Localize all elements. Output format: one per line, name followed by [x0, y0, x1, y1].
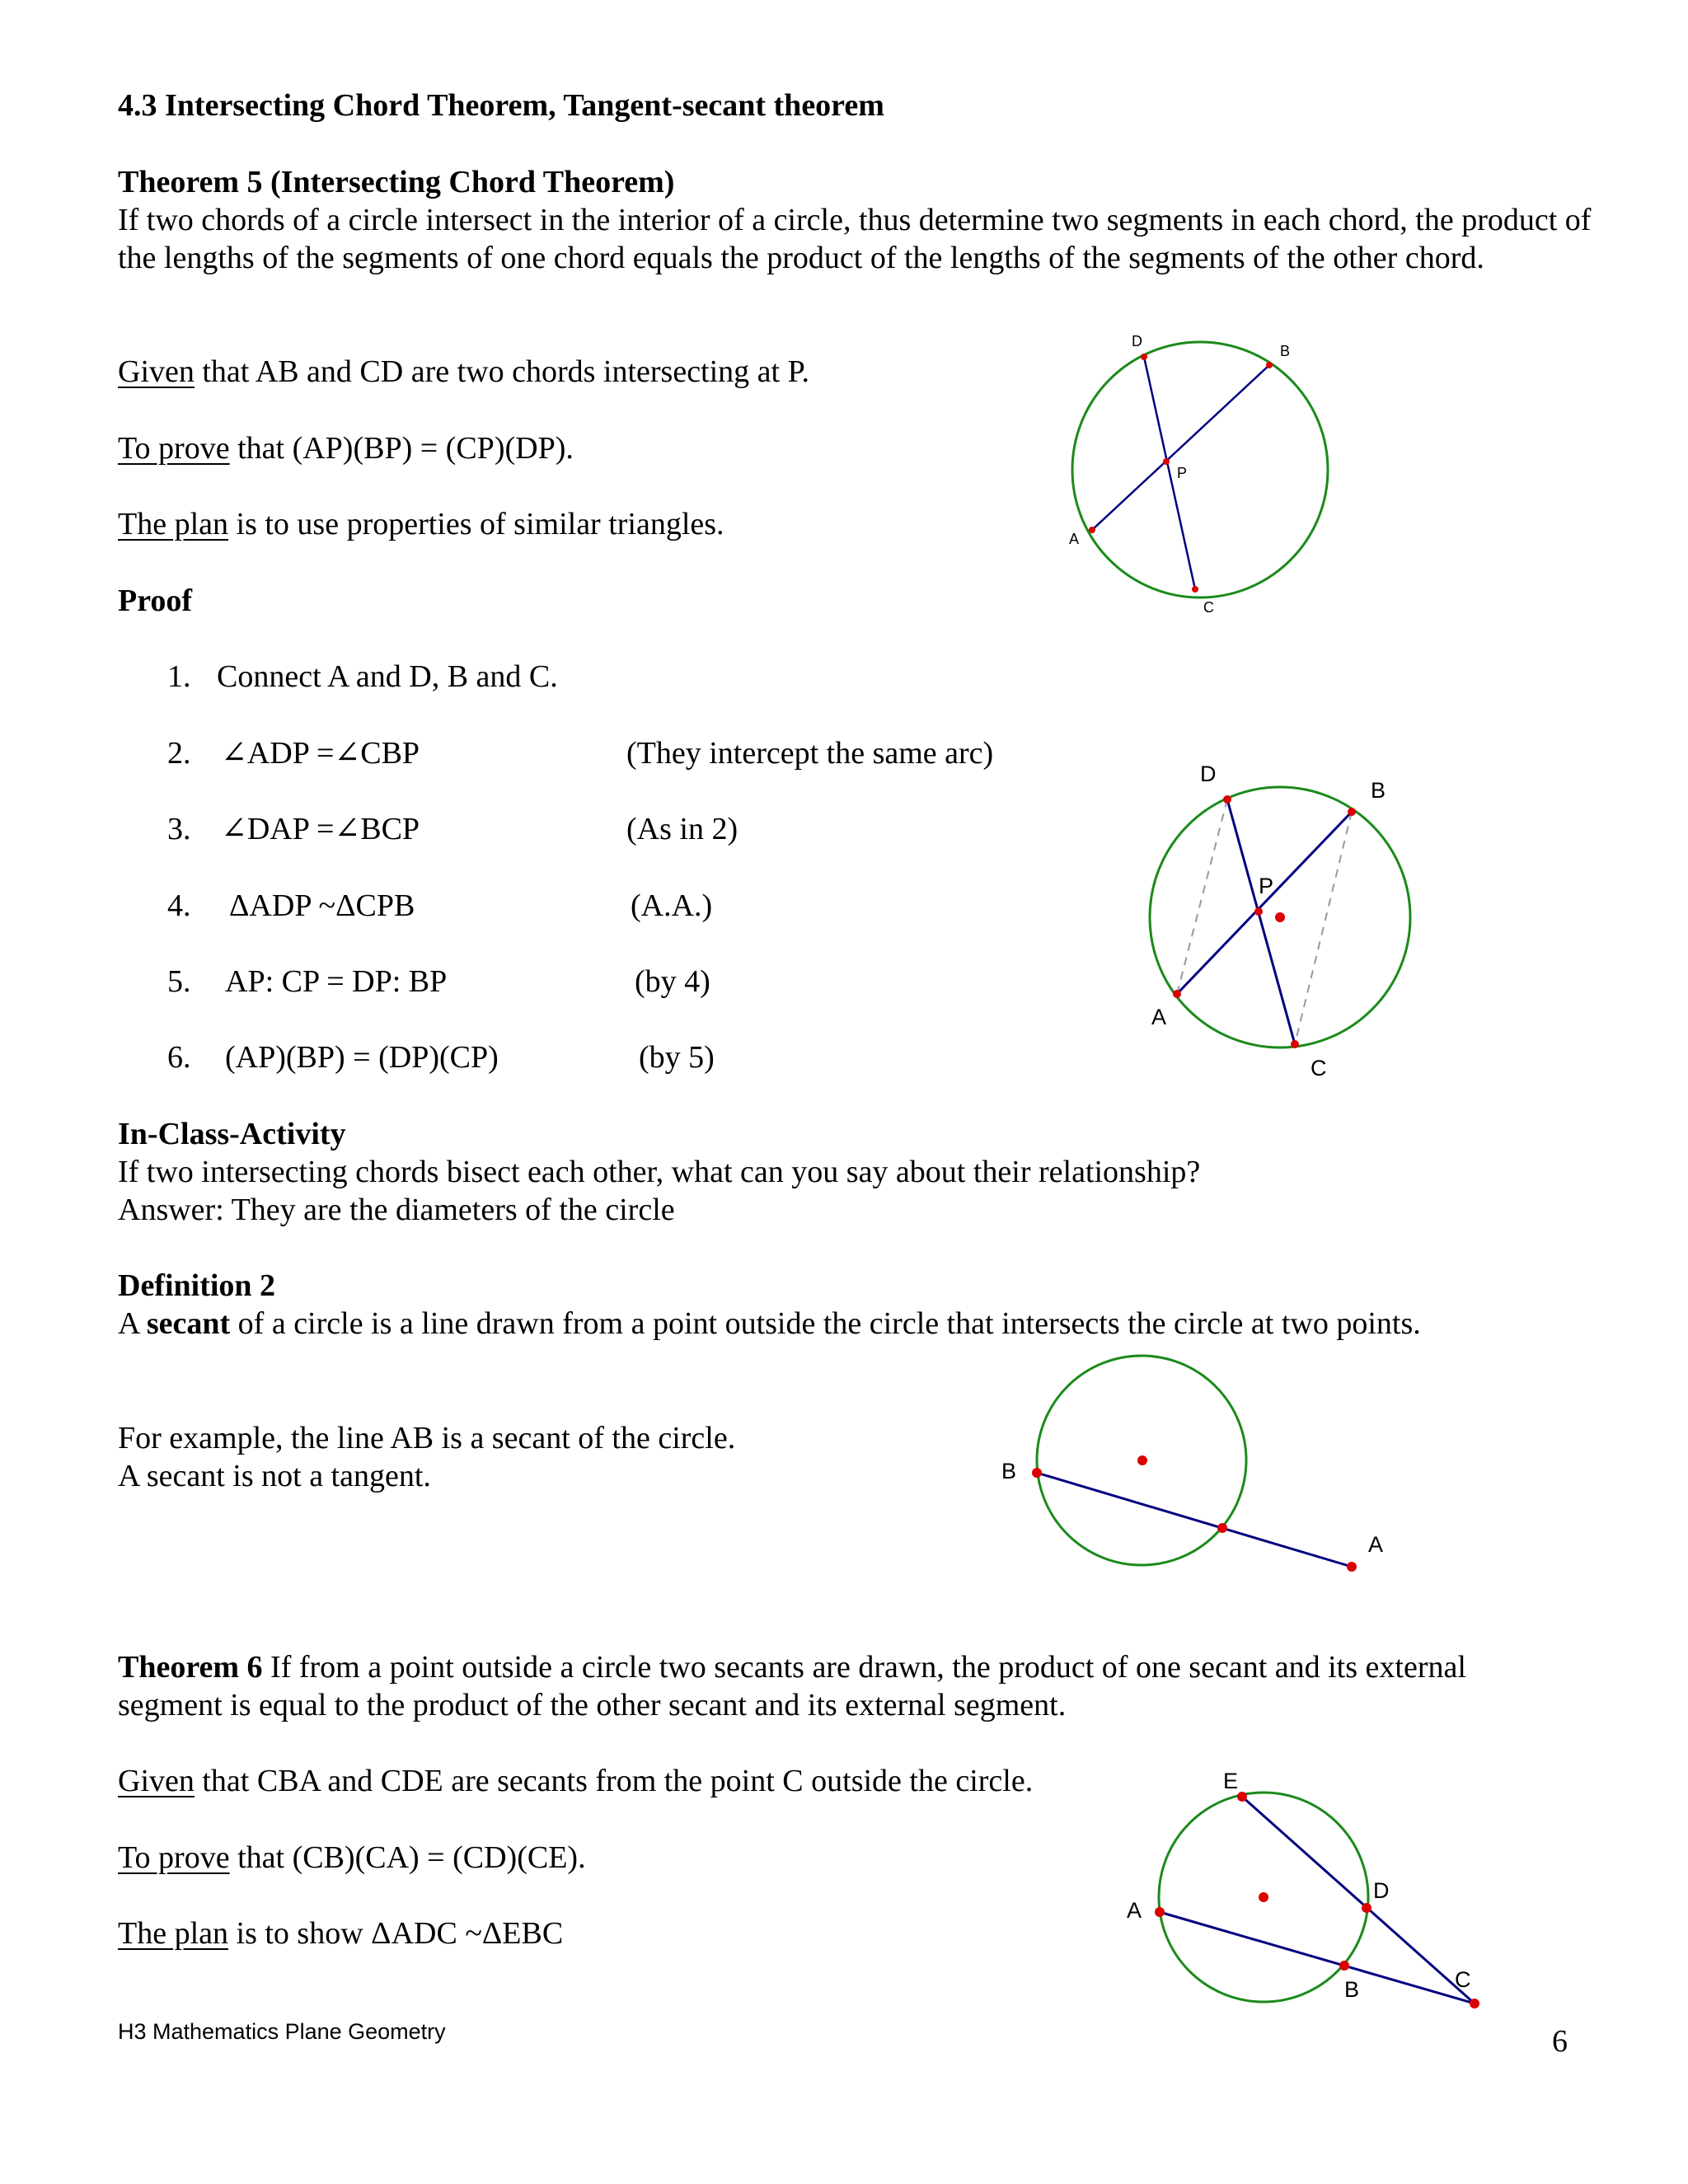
proof-step-statement: Connect A and D, B and C.: [217, 659, 558, 694]
given-text: that CBA and CDE are secants from the point C outside the circle.: [194, 1764, 1034, 1798]
secant-ca: [1160, 1912, 1475, 2004]
theorem5-title: Theorem 5 (Intersecting Chord Theorem): [118, 165, 675, 199]
theorem6-text-line1: If from a point outside a circle two secants are drawn, the product of one secant and its external: [262, 1650, 1466, 1685]
label-a: A: [1368, 1532, 1384, 1557]
proof-step-num: 1.: [167, 659, 191, 694]
plan-text: is to use properties of similar triangles.: [228, 507, 724, 541]
given-label: Given: [118, 1764, 195, 1798]
label-a: A: [1151, 1005, 1167, 1029]
proof-step-statement: (AP)(BP) = (DP)(CP): [225, 1040, 499, 1075]
label-c: C: [1311, 1056, 1327, 1080]
label-p: P: [1259, 874, 1274, 898]
proof-step-num: 4.: [167, 888, 191, 923]
activity-question: If two intersecting chords bisect each other, what can you say about their relationship?: [118, 1155, 1201, 1189]
label-b: B: [1001, 1459, 1017, 1483]
definition2-text-pre: A: [118, 1306, 147, 1341]
prove-text: that (CB)(CA) = (CD)(CE).: [229, 1840, 586, 1875]
point-e: [1237, 1792, 1247, 1802]
point-c: [1470, 1999, 1479, 2008]
proof-step-reason: (As in 2): [626, 812, 738, 846]
definition2-text-post: of a circle is a line drawn from a point outside the circle that intersects the circle at two points.: [230, 1306, 1421, 1341]
label-a: A: [1127, 1898, 1142, 1923]
secant-example-line1: For example, the line AB is a secant of the circle.: [118, 1421, 736, 1455]
proof-step-statement: AP: CP = DP: BP: [225, 964, 448, 999]
label-c: C: [1455, 1967, 1471, 1992]
proof-step-statement: ∠DAP =∠BCP: [221, 812, 420, 846]
page-number: 6: [1552, 2024, 1568, 2059]
activity-title: In-Class-Activity: [118, 1117, 346, 1151]
proof-step-reason: (A.A.): [631, 888, 713, 923]
label-p: P: [1177, 465, 1188, 481]
point-a: [1155, 1907, 1165, 1917]
prove-text: that (AP)(BP) = (CP)(DP).: [229, 431, 574, 466]
center-point: [1259, 1892, 1268, 1902]
proof-step-statement: ΔADP ~ΔCPB: [229, 888, 415, 923]
label-b: B: [1344, 1977, 1360, 2002]
proof-step-num: 3.: [167, 812, 191, 846]
plan-label: The plan: [118, 1916, 229, 1951]
given-label: Given: [118, 354, 195, 389]
label-d: D: [1200, 762, 1217, 786]
theorem6-text-line2: segment is equal to the product of the other secant and its external segment.: [118, 1688, 1067, 1722]
activity-answer: Answer: They are the diameters of the circle: [118, 1193, 675, 1227]
label-e: E: [1223, 1769, 1239, 1793]
prove-label: To prove: [118, 1840, 230, 1875]
label-d: D: [1132, 333, 1142, 349]
proof-step-statement: ∠ADP =∠CBP: [221, 736, 420, 771]
theorem5-text: If two chords of a circle intersect in the interior of a circle, thus determine two segments in each chord, the product of the lengths of the segments of one chord equals the product of the lengths of the segments of the other chord.: [118, 203, 1592, 275]
proof-step-reason: (They intercept the same arc): [626, 736, 994, 771]
secant-term: secant: [146, 1306, 231, 1341]
point-d: [1362, 1903, 1372, 1913]
proof-step-num: 6.: [167, 1040, 191, 1075]
prove-label: To prove: [118, 431, 230, 466]
label-b: B: [1371, 778, 1386, 803]
plan-label: The plan: [118, 507, 229, 541]
secant-ce: [1242, 1797, 1475, 2004]
label-d: D: [1373, 1878, 1390, 1903]
proof-step-num: 2.: [167, 736, 191, 771]
point-b: [1339, 1961, 1349, 1971]
label-b: B: [1280, 343, 1291, 359]
footer: H3 Mathematics Plane Geometry: [118, 2019, 446, 2044]
label-c: C: [1203, 599, 1214, 616]
definition2-title: Definition 2: [118, 1268, 276, 1303]
proof-title: Proof: [118, 583, 193, 618]
proof-step-reason: (by 4): [635, 964, 710, 999]
label-a: A: [1069, 531, 1080, 547]
section-title: 4.3 Intersecting Chord Theorem, Tangent-secant theorem: [118, 88, 884, 123]
secant-example-line2: A secant is not a tangent.: [118, 1459, 431, 1493]
proof-step-num: 5.: [167, 964, 191, 999]
proof-step-reason: (by 5): [639, 1040, 715, 1075]
theorem6-title: Theorem 6: [118, 1650, 263, 1685]
given-text: that AB and CD are two chords intersecting at P.: [194, 354, 810, 389]
plan-text: is to show ΔADC ~ΔEBC: [228, 1916, 564, 1951]
